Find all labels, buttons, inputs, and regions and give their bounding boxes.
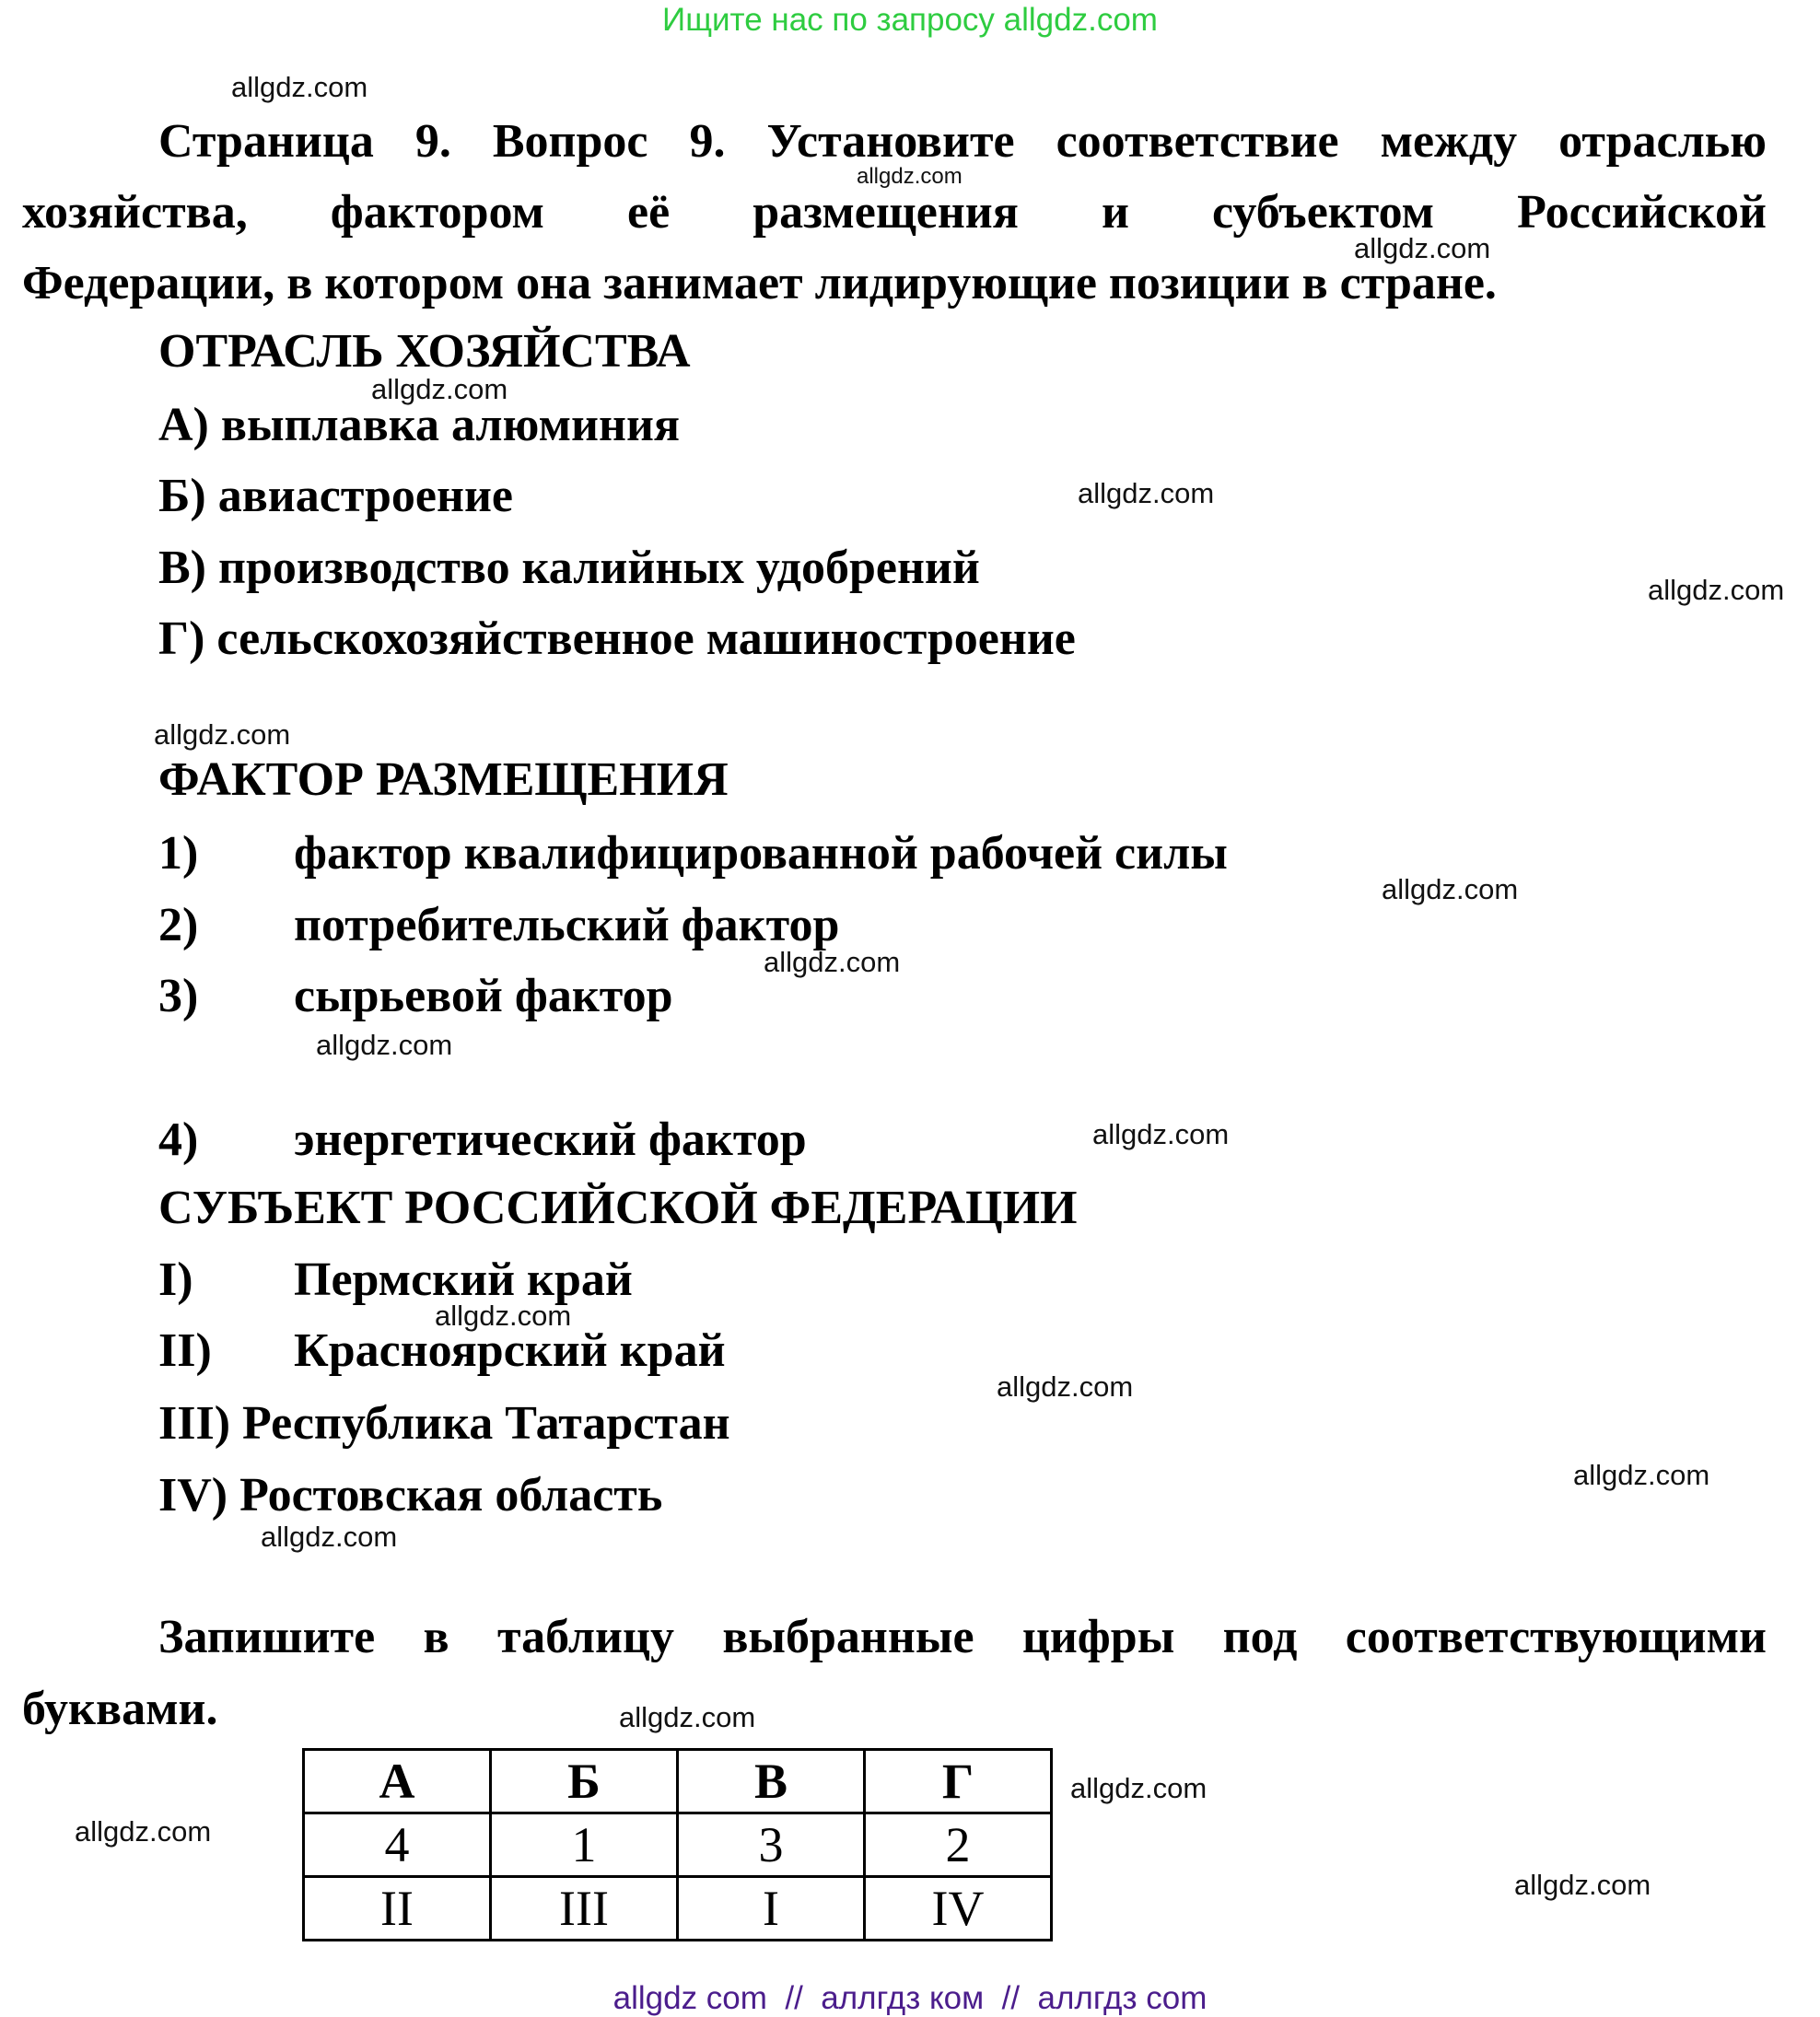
subject-answer-cell: III [491, 1877, 678, 1941]
subject-text: Красноярский край [294, 1324, 726, 1377]
watermark: allgdz.com [1354, 232, 1491, 264]
factor-number: 1) [158, 827, 199, 880]
table-header-row [304, 1750, 1052, 1813]
watermark: allgdz.com [1078, 477, 1215, 509]
factor-answer-cell: 3 [678, 1813, 865, 1877]
watermark: allgdz.com [231, 71, 368, 103]
subject-answer-cell: I [678, 1877, 865, 1941]
watermark: allgdz.com [997, 1370, 1134, 1403]
watermark: allgdz.com [261, 1521, 398, 1553]
factor-number: 3) [158, 970, 199, 1022]
watermark: allgdz.com [1514, 1869, 1651, 1901]
industry-item: В) производство калийных удобрений [158, 542, 980, 594]
table-row [304, 1877, 1052, 1941]
top-banner[interactable]: Ищите нас по запросу allgdz.com [662, 2, 1158, 38]
subject-heading: СУБЪЕКТ РОССИЙСКОЙ ФЕДЕРАЦИИ [158, 1182, 1078, 1234]
industry-item: А) выплавка алюминия [158, 399, 681, 451]
subject-answer-cell: IV [865, 1877, 1052, 1941]
industry-item: Б) авиастроение [158, 470, 513, 522]
watermark: allgdz.com [1092, 1118, 1230, 1150]
factor-text: энергетический фактор [294, 1113, 807, 1166]
industry-heading: ОТРАСЛЬ ХОЗЯЙСТВА [158, 325, 691, 378]
watermark: allgdz.com [1382, 873, 1519, 905]
watermark: allgdz.com [435, 1300, 572, 1332]
factor-text: сырьевой фактор [294, 970, 673, 1022]
watermark: allgdz.com [371, 373, 508, 405]
watermark: allgdz.com [1573, 1459, 1710, 1491]
subject-number: I) [158, 1253, 193, 1306]
watermark: allgdz.com [857, 164, 962, 189]
header-cell: А [304, 1750, 491, 1813]
subject-answer-cell: II [304, 1877, 491, 1941]
instruction-line-1: Запишите в таблицу выбранные цифры под соответствующими [158, 1611, 1767, 1663]
watermark: allgdz.com [75, 1815, 212, 1848]
factor-answer-cell: 4 [304, 1813, 491, 1877]
subject-number: II) [158, 1324, 212, 1377]
header-cell: Б [491, 1750, 678, 1813]
factor-number: 4) [158, 1113, 199, 1166]
footer-links[interactable]: allgdz com // аллгдз ком // аллгдз com [612, 1980, 1208, 2016]
instruction-line-2: буквами. [22, 1683, 218, 1735]
subject-item: IV) Ростовская область [158, 1469, 663, 1521]
watermark: allgdz.com [1070, 1772, 1208, 1804]
table-row [304, 1813, 1052, 1877]
watermark: allgdz.com [619, 1701, 756, 1733]
factor-answer-cell: 1 [491, 1813, 678, 1877]
watermark: allgdz.com [316, 1029, 453, 1061]
watermark: allgdz.com [154, 718, 291, 751]
factor-text: фактор квалифицированной рабочей силы [294, 827, 1228, 880]
factor-number: 2) [158, 899, 199, 951]
subject-item: III) Республика Татарстан [158, 1397, 730, 1450]
answer-table [302, 1748, 1053, 1941]
factor-text: потребительский фактор [294, 899, 840, 951]
question-line-1: Страница 9. Вопрос 9. Установите соответствие между отраслью [158, 115, 1767, 168]
question-line-3: Федерации, в котором она занимает лидирующие позиции в стране. [22, 257, 1497, 309]
watermark: allgdz.com [764, 946, 901, 978]
watermark: allgdz.com [1648, 574, 1785, 606]
subject-text: Пермский край [294, 1253, 633, 1306]
factor-heading: ФАКТОР РАЗМЕЩЕНИЯ [158, 753, 729, 806]
factor-answer-cell: 2 [865, 1813, 1052, 1877]
question-line-2: хозяйства, фактором её размещения и субъектом Российской [22, 186, 1767, 239]
industry-item: Г) сельскохозяйственное машиностроение [158, 612, 1076, 665]
header-cell: Г [865, 1750, 1052, 1813]
header-cell: В [678, 1750, 865, 1813]
